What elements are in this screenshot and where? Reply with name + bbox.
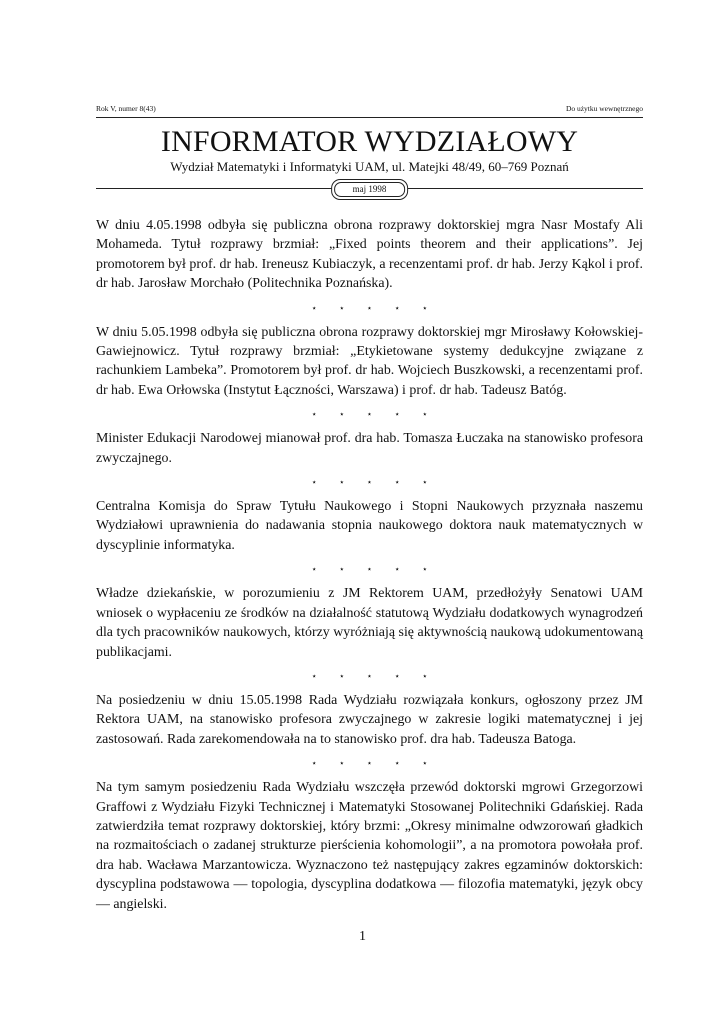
star-icon: ⋆ bbox=[394, 670, 400, 681]
news-item: Centralna Komisja do Spraw Tytułu Naukowego i Stopni Naukowych przyznała naszemu Wydziałowi uprawnienia do nadawania stopnia naukowego doktora nauk matematycznych w dyscyplinie informatyka. bbox=[96, 499, 643, 553]
star-icon: ⋆ bbox=[311, 670, 318, 681]
news-item: W dniu 5.05.1998 odbyła się publiczna obrona rozprawy doktorskiej mgr Mirosławy Kołowskiej-Gawiejnowicz. Tytuł rozprawy brzmiał: „Etykietowane systemy dedukcyjne związane z rachunkiem Lambeka”. Promotorem był prof. dr hab. Wojciech Buszkowski, a recenzentami prof. dr hab. Ewa Orłowska (Instytut Łączności, Warszawa) i prof. dr hab. Tadeusz Batóg. bbox=[96, 324, 643, 398]
star-icon: ⋆ bbox=[394, 564, 400, 575]
star-icon: ⋆ bbox=[366, 409, 373, 420]
star-icon: ⋆ bbox=[421, 302, 428, 313]
news-item: Władze dziekańskie, w porozumieniu z JM Rektorem UAM, przedłożyły Senatowi UAM wniosek o wypłaceniu ze środków na działalność statutową Wydziału dodatkowych wynagrodzeń dla tych pracowników naukowych, którzy wyróżniają się aktywnością naukową udokumentowaną publikacjami. bbox=[96, 586, 643, 660]
issue-number: Rok V, numer 8(43) bbox=[96, 104, 156, 113]
star-icon: ⋆ bbox=[421, 758, 428, 769]
star-icon: ⋆ bbox=[421, 409, 428, 420]
news-item: Na posiedzeniu w dniu 15.05.1998 Rada Wydziału rozwiązała konkurs, ogłoszony przez JM Rektora UAM, na stanowisko profesora zwyczajnego w zakresie logiki matematycznej i jej zastosowań. Rada zarekomendowała na to stanowisko prof. dra hab. Tadeusza Batoga. bbox=[96, 692, 643, 747]
star-icon: ⋆ bbox=[394, 409, 400, 420]
separator-stars bbox=[96, 475, 643, 489]
date-rule bbox=[96, 178, 643, 200]
faculty-address: Wydział Matematyki i Informatyki UAM, ul. Matejki 48/49, 60–769 Poznań bbox=[170, 159, 569, 174]
news-item: W dniu 4.05.1998 odbyła się publiczna obrona rozprawy doktorskiej mgra Nasr Mostafy Ali Mohameda. Tytuł rozprawy brzmiał: „Fixed points theorem and their applications”. Jej promotorem był prof. dr hab. Ireneusz Kubiaczyk, a recenzentami prof. dr hab. Jerzy Kąkol i prof. dr hab. Jarosław Morchało (Politechnika Poznańska). bbox=[96, 218, 643, 292]
page-number: 1 bbox=[359, 929, 366, 944]
newsletter-title: INFORMATOR WYDZIAŁOWY bbox=[160, 125, 579, 158]
star-icon: ⋆ bbox=[366, 477, 373, 488]
article-body bbox=[96, 216, 643, 914]
star-icon: ⋆ bbox=[421, 477, 428, 488]
star-icon: ⋆ bbox=[339, 670, 345, 681]
issue-date: maj 1998 bbox=[334, 182, 406, 197]
star-icon: ⋆ bbox=[394, 477, 400, 488]
star-icon: ⋆ bbox=[339, 758, 345, 769]
date-badge bbox=[331, 179, 409, 200]
newsletter-page bbox=[96, 104, 643, 914]
star-icon: ⋆ bbox=[311, 477, 318, 488]
news-item: Minister Edukacji Narodowej mianował prof. dra hab. Tomasza Łuczaka na stanowisko profesora zwyczajnego. bbox=[96, 431, 643, 466]
header-top-line bbox=[96, 104, 643, 118]
separator-stars bbox=[96, 301, 643, 315]
star-icon: ⋆ bbox=[421, 670, 428, 681]
star-icon: ⋆ bbox=[394, 302, 400, 313]
separator-stars bbox=[96, 756, 643, 770]
star-icon: ⋆ bbox=[311, 409, 318, 420]
star-icon: ⋆ bbox=[339, 302, 345, 313]
separator-stars bbox=[96, 669, 643, 683]
star-icon: ⋆ bbox=[339, 409, 345, 420]
separator-stars bbox=[96, 407, 643, 421]
star-icon: ⋆ bbox=[311, 564, 318, 575]
news-item: Na tym samym posiedzeniu Rada Wydziału wszczęła przewód doktorski mgrowi Grzegorzowi Graffowi z Wydziału Fizyki Technicznej i Matematyki Stosowanej Politechniki Gdańskiej. Rada zatwierdziła temat rozprawy doktorskiej, który brzmi: „Okresy minimalne odwzorowań gładkich na rozmaitościach o zadanej strukturze pierścienia kohomologii”, a na promotora powołała prof. dra hab. Wacława Marzantowicza. Wyznaczono też następujący zakres egzaminów doktorskich: dyscyplina podstawowa — topologia, dyscyplina dodatkowa — filozofia matematyki, język obcy — angielski. bbox=[96, 780, 643, 912]
star-icon: ⋆ bbox=[366, 758, 373, 769]
star-icon: ⋆ bbox=[366, 564, 373, 575]
star-icon: ⋆ bbox=[394, 758, 400, 769]
star-icon: ⋆ bbox=[366, 302, 373, 313]
star-icon: ⋆ bbox=[366, 670, 373, 681]
separator-stars bbox=[96, 562, 643, 576]
star-icon: ⋆ bbox=[339, 477, 345, 488]
star-icon: ⋆ bbox=[339, 564, 345, 575]
internal-use-note: Do użytku wewnętrznego bbox=[565, 104, 643, 113]
star-icon: ⋆ bbox=[311, 758, 318, 769]
star-icon: ⋆ bbox=[421, 564, 428, 575]
star-icon: ⋆ bbox=[311, 302, 318, 313]
